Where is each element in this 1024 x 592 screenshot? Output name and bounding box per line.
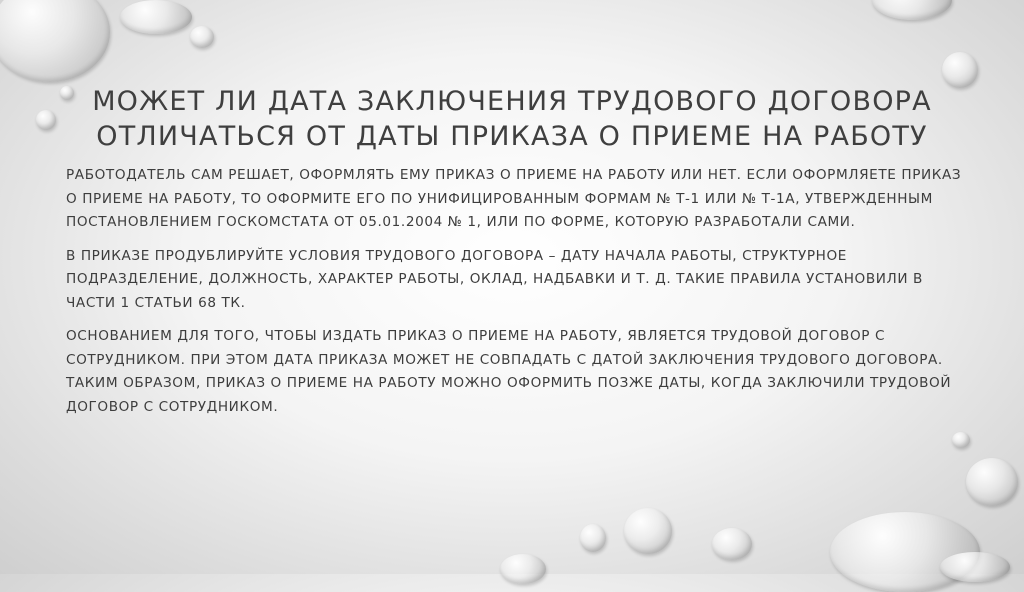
water-drop-decoration (872, 0, 952, 20)
water-drop-decoration (190, 26, 214, 48)
title-line: МОЖЕТ ЛИ ДАТА ЗАКЛЮЧЕНИЯ ТРУДОВОГО ДОГОВОРА (92, 86, 932, 117)
water-drop-decoration (712, 528, 752, 560)
water-drop-decoration (952, 432, 970, 448)
water-drop-decoration (942, 52, 978, 88)
slide-title (70, 84, 954, 154)
water-drop-decoration (500, 554, 546, 584)
body-paragraph: РАБОТОДАТЕЛЬ САМ РЕШАЕТ, ОФОРМЛЯТЬ ЕМУ ПРИКАЗ О ПРИЕМЕ НА РАБОТУ ИЛИ НЕТ. ЕСЛИ ОФОРМЛЯЕТЕ ПРИКАЗ О ПРИЕМЕ НА РАБОТУ, ТО ОФОРМИТЕ ЕГО ПО УНИФИЦИРОВАННЫМ ФОРМАМ № Т-1 ИЛИ № Т-1А, УТВЕРЖДЕННЫМ ПОСТАНОВЛЕНИЕМ ГОСКОМСТАТА ОТ 05.01.2004 № 1, ИЛИ ПО ФОРМЕ, КОТОРУЮ РАЗРАБОТАЛИ САМИ. (66, 167, 962, 230)
water-drop-decoration (624, 508, 672, 554)
body-paragraph: В ПРИКАЗЕ ПРОДУБЛИРУЙТЕ УСЛОВИЯ ТРУДОВОГО ДОГОВОРА – ДАТУ НАЧАЛА РАБОТЫ, СТРУКТУРНОЕ ПОДРАЗДЕЛЕНИЕ, ДОЛЖНОСТЬ, ХАРАКТЕР РАБОТЫ, ОКЛАД, НАДБАВКИ И Т. Д. ТАКИЕ ПРАВИЛА УСТАНОВИЛИ В ЧАСТИ 1 СТАТЬИ 68 ТК. (66, 247, 923, 311)
water-drop-decoration (0, 0, 110, 82)
water-drop-decoration (120, 0, 192, 34)
water-drop-decoration (966, 458, 1018, 506)
title-line: ОТЛИЧАТЬСЯ ОТ ДАТЫ ПРИКАЗА О ПРИЕМЕ НА РАБОТУ (96, 121, 928, 152)
water-drop-decoration (940, 552, 1010, 582)
body-paragraph: ОСНОВАНИЕМ ДЛЯ ТОГО, ЧТОБЫ ИЗДАТЬ ПРИКАЗ О ПРИЕМЕ НА РАБОТУ, ЯВЛЯЕТСЯ ТРУДОВОЙ ДОГОВОР С СОТРУДНИКОМ. ПРИ ЭТОМ ДАТА ПРИКАЗА МОЖЕТ НЕ СОВПАДАТЬ С ДАТОЙ ЗАКЛЮЧЕНИЯ ТРУДОВОГО ДОГОВОРА. ТАКИМ ОБРАЗОМ, ПРИКАЗ О ПРИЕМЕ НА РАБОТУ МОЖНО ОФОРМИТЬ ПОЗЖЕ ДАТЫ, КОГДА ЗАКЛЮЧИЛИ ТРУДОВОЙ ДОГОВОР С СОТРУДНИКОМ. (66, 328, 952, 415)
water-drop-decoration (36, 110, 56, 130)
slide-body (66, 164, 966, 429)
water-drop-decoration (580, 524, 606, 552)
